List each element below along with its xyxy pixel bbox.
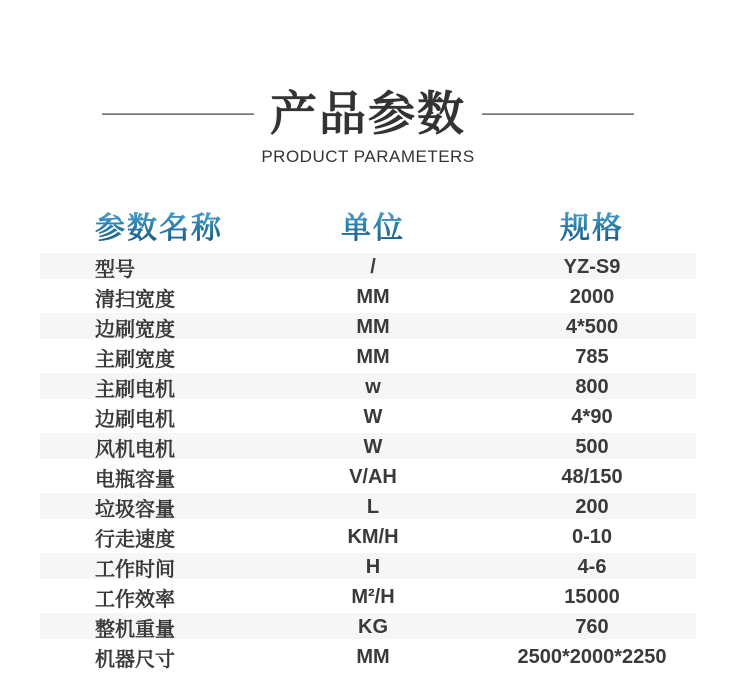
column-header-parameter-name: 参数名称 <box>95 203 258 247</box>
table-row <box>40 403 696 429</box>
unit-cell: W <box>363 436 383 458</box>
table-row <box>40 553 696 579</box>
spec-cell: 0-10 <box>571 526 613 548</box>
column-header-unit: 单位 <box>258 203 488 247</box>
param-name-cell: 机器尺寸 <box>95 649 175 671</box>
unit-cell: w <box>365 376 381 398</box>
unit-cell: H <box>365 556 381 578</box>
param-name-cell: 主刷宽度 <box>95 349 175 371</box>
param-name-cell: 型号 <box>95 259 135 281</box>
unit-cell: KG <box>358 616 388 638</box>
spec-cell: 4*500 <box>565 316 619 338</box>
table-row <box>40 643 696 669</box>
spec-cell: 2000 <box>569 286 615 308</box>
section-title: 产品参数 <box>270 87 466 140</box>
spec-cell: 800 <box>575 376 609 398</box>
table-row <box>40 613 696 639</box>
param-name-cell: 边刷宽度 <box>95 319 175 341</box>
section-subtitle: PRODUCT PARAMETERS <box>261 147 475 166</box>
table-row <box>40 253 696 279</box>
param-name-cell: 边刷电机 <box>95 409 175 431</box>
unit-cell: M²/H <box>351 586 395 608</box>
unit-cell: MM <box>356 286 390 308</box>
param-name-cell: 风机电机 <box>95 439 175 461</box>
param-name-cell: 工作效率 <box>95 589 175 611</box>
unit-cell: MM <box>356 316 390 338</box>
table-row <box>40 343 696 369</box>
spec-cell: 760 <box>575 616 609 638</box>
title-right-divider <box>482 113 634 115</box>
table-row <box>40 313 696 339</box>
param-name-cell: 工作时间 <box>95 559 175 581</box>
table-row <box>40 373 696 399</box>
spec-cell: 785 <box>575 346 609 368</box>
spec-cell: 4-6 <box>577 556 607 578</box>
param-name-cell: 主刷电机 <box>95 379 175 401</box>
section-header <box>40 0 696 167</box>
unit-cell: MM <box>356 346 390 368</box>
table-row <box>40 583 696 609</box>
title-row <box>40 86 696 142</box>
unit-cell: KM/H <box>347 526 399 548</box>
param-name-cell: 垃圾容量 <box>95 499 175 521</box>
spec-cell: 4*90 <box>571 406 613 428</box>
unit-cell: L <box>366 496 380 518</box>
table-row <box>40 283 696 309</box>
param-name-cell: 清扫宽度 <box>95 289 175 311</box>
table-row <box>40 463 696 489</box>
table-row <box>40 523 696 549</box>
product-parameters-section <box>40 0 696 669</box>
spec-table-header <box>40 203 696 245</box>
spec-cell: 48/150 <box>561 466 623 488</box>
spec-cell: 2500*2000*2250 <box>517 646 667 668</box>
spec-cell: 200 <box>575 496 609 518</box>
param-name-cell: 行走速度 <box>95 529 175 551</box>
spec-cell: 500 <box>575 436 609 458</box>
param-name-cell: 电瓶容量 <box>95 469 175 491</box>
table-row <box>40 493 696 519</box>
spec-cell: 15000 <box>564 586 620 608</box>
unit-cell: W <box>363 406 383 428</box>
table-row <box>40 433 696 459</box>
spec-cell: YZ-S9 <box>563 256 621 278</box>
unit-cell: V/AH <box>349 466 397 488</box>
column-header-specification: 规格 <box>488 203 696 247</box>
title-left-divider <box>102 113 254 115</box>
unit-cell: MM <box>356 646 390 668</box>
param-name-cell: 整机重量 <box>95 619 175 641</box>
spec-table-body <box>40 253 696 669</box>
unit-cell: / <box>370 256 376 278</box>
